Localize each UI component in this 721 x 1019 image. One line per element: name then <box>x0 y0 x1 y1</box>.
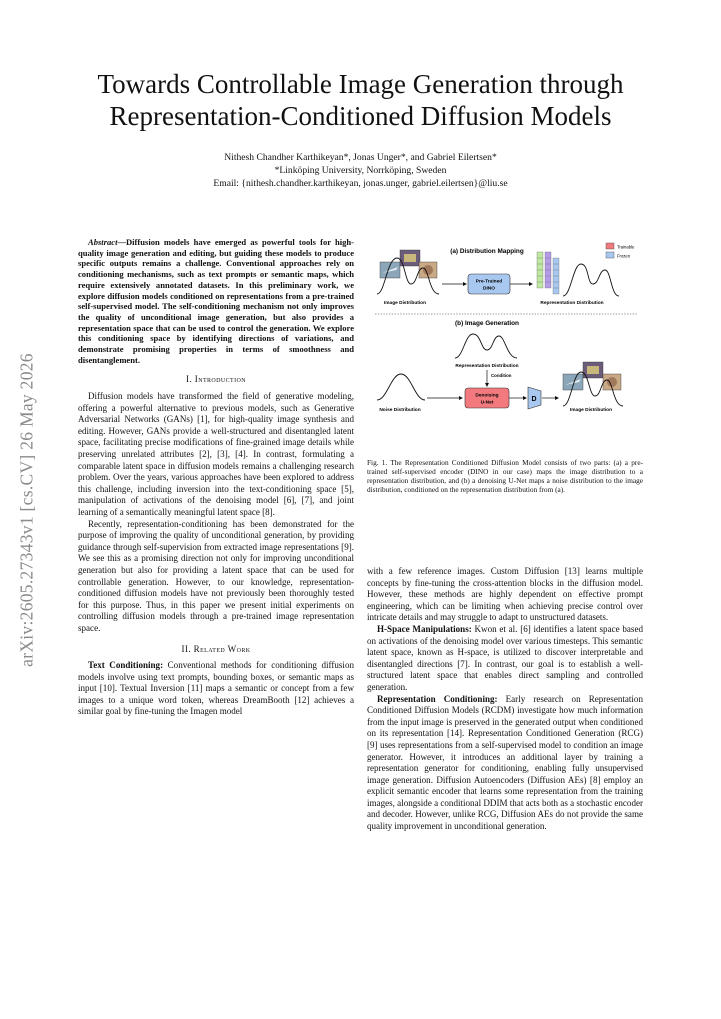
section-heading-introduction: I. Introduction <box>186 374 246 385</box>
paper-title <box>60 68 661 132</box>
arrowhead-to-representation <box>529 282 533 286</box>
right-column <box>367 566 643 833</box>
cat-shape-icon <box>423 265 433 275</box>
label-noise-distribution: Noise Distribution <box>379 408 421 413</box>
representation-vectors <box>537 252 559 294</box>
label-condition: Condition <box>491 373 512 378</box>
arrowhead-to-unet <box>459 396 463 400</box>
representation-distribution-curve-b <box>455 334 517 358</box>
arrowhead-condition <box>485 383 489 387</box>
unet-label-line-2: U-Net <box>480 400 494 406</box>
related-work-representation-conditioning: Representation Conditioning: Early research on Representation Conditioned Diffusion Models (RCDM) investigate how much information from the input image is preserved in the generated output when conditioned on its representation [14]. Representation Conditioned Generation (RCG) [9] uses representations from a self-supervised model to condition an image generator. However, it introduces an additional layer by training a representation generator for conditioning, enabling fully unsupervised image generation. Diffusion Autoencoders (Diffusion AEs) [8] employ an explicit semantic encoder that learns some representation from the training images, alongside a conditional DDIM that acts both as a stochastic encoder and decoder. However, unlike RCG, Diffusion AEs do not provide the same quality improvement in unconditional generation. <box>367 693 643 832</box>
section-heading-related-work: II. Related Work <box>181 643 251 654</box>
figure-1-diagram <box>367 240 647 450</box>
intro-paragraph-2: Recently, representation-conditioning has been demonstrated for the purpose of improving the quality of unconditional generation, by providing guidance through self-supervision from extracted image representations [9]. We see this as a promising direction not only for improving unconditional generation but also for providing a latent space that can be used for controllable generation. However, to our knowledge, representation-conditioned diffusion models have not previously been thoroughly tested for this purpose. Thus, in this paper we present initial experiments on controlling diffusion models through a pre-trained image representation space. <box>78 518 354 633</box>
left-column <box>78 237 354 718</box>
author-affiliation: *Linköping University, Norrköping, Sweden <box>274 165 447 176</box>
figure-part-a-title: (a) Distribution Mapping <box>450 248 524 255</box>
legend-trainable-label: Trainable <box>617 244 635 250</box>
related-work-text-conditioning: Text Conditioning: Conventional methods for conditioning diffusion models involve using text prompts, bounding boxes, or semantic maps as input [10]. Textual Inversion [11] maps a semantic or concept from a few images to a unique word token, whereas DreamBooth [12] achieves a similar goal by fine-tuning the Imagen model <box>78 660 354 717</box>
arxiv-identifier: arXiv:2605.27343v1 [cs.CV] 26 May 2026 <box>16 353 37 667</box>
author-names: Nithesh Chandher Karthikeyan*, Jonas Unger*, and Gabriel Eilertsen* <box>224 152 497 163</box>
figure-1 <box>367 240 647 450</box>
abstract-text: —Diffusion models have emerged as powerful tools for high-quality image generation and editing, but guiding these models to produce specific outputs remains a challenge. Conventional approaches rely on conditioning mechanisms, such as text prompts or semantic maps, which require extensively annotated datasets. In this preliminary work, we explore diffusion models conditioned on representations from a pre-trained self-supervised model. The self-conditioning mechanism not only improves the quality of unconditional image generation, but also provides a representation space that can be used to control the generation. We explore this conditioning space by identifying directions of variations, and demonstrate promising properties in terms of smoothness and disentanglement. <box>78 237 354 365</box>
label-image-distribution-b: Image Distribution <box>569 408 613 413</box>
frog-shape-icon <box>404 254 416 262</box>
representation-distribution-curve-a <box>563 264 619 296</box>
label-image-distribution-a: Image Distribution <box>383 301 427 306</box>
dino-label-line-2: DINO <box>483 286 495 292</box>
author-email: Email: {nithesh.chandher.karthikeyan, jonas.unger, gabriel.eilertsen}@liu.se <box>213 178 508 189</box>
figure-part-b-title: (b) Image Generation <box>455 320 519 327</box>
title-line-2: Representation-Conditioned Diffusion Models <box>109 101 612 131</box>
figure-1-caption: Fig. 1. The Representation Conditioned Diffusion Model consists of two parts: (a) a pre-trained self-supervised encoder (DINO in our case) maps the image distribution to a representation distribution, and (b) a denoising U-Net maps a noise distribution to the image distribution, conditioned on the representation distribution from (a). <box>367 458 643 495</box>
noise-distribution-curve <box>377 374 425 400</box>
title-line-1: Towards Controllable Image Generation through <box>97 69 624 99</box>
arrowhead-to-dino <box>463 282 467 286</box>
label-representation-distribution-a: Representation Distribution <box>540 301 604 306</box>
related-work-h-space: H-Space Manipulations: Kwon et al. [6] identifies a latent space based on activations of the denoising model over various timesteps. This semantic latent space, known as H-space, is utilized to discover interpretable and disentangled directions [7]. In contrast, our goal is to establish a well-structured latent space that enables direct sampling and controlled generation. <box>367 623 643 692</box>
unet-label-line-1: Denoising <box>475 393 499 399</box>
abstract <box>78 237 354 365</box>
intro-paragraph-1: Diffusion models have transformed the field of generative modeling, offering a powerful alternative to previous models, such as Generative Adversarial Networks (GANs) [1], for high-quality image synthesis and editing. However, GANs provide a well-structured and disentangled latent space, facilitating precise modifications of fine-grained image details while preserving unrelated attributes [2], [3], [4]. In contrast, formulating a comparable latent space in diffusion models remains a challenging research problem. Over the years, various approaches have been explored to address this challenge, including inversion into the text-conditioning space [5], manipulation of activations of the denoising model [6], [7], and joint learning of a semantically meaningful latent space [8]. <box>78 391 354 517</box>
generated-cat-shape-icon <box>607 377 617 387</box>
author-block <box>60 151 661 190</box>
decoder-label: D <box>531 396 537 403</box>
generated-frog-shape-icon <box>587 366 599 374</box>
related-work-continuation: with a few reference images. Custom Diffusion [13] learns multiple concepts by fine-tuning the cross-attention blocks in the diffusion model. However, these methods are highly dependent on effective prompt engineering, which can be limiting when achieving precise control over intricate details and may struggle to adapt to unstructured datasets. <box>367 566 643 623</box>
label-representation-distribution-b: Representation Distribution <box>455 364 519 369</box>
arrowhead-to-decoder <box>523 396 527 400</box>
legend-frozen-swatch <box>606 252 614 258</box>
dino-label-line-1: Pre-Trained <box>475 279 503 285</box>
legend-frozen-label: Frozen <box>617 253 631 259</box>
abstract-label: Abstract <box>88 237 118 247</box>
legend-trainable-swatch <box>606 243 614 249</box>
arrowhead-to-images <box>555 396 559 400</box>
